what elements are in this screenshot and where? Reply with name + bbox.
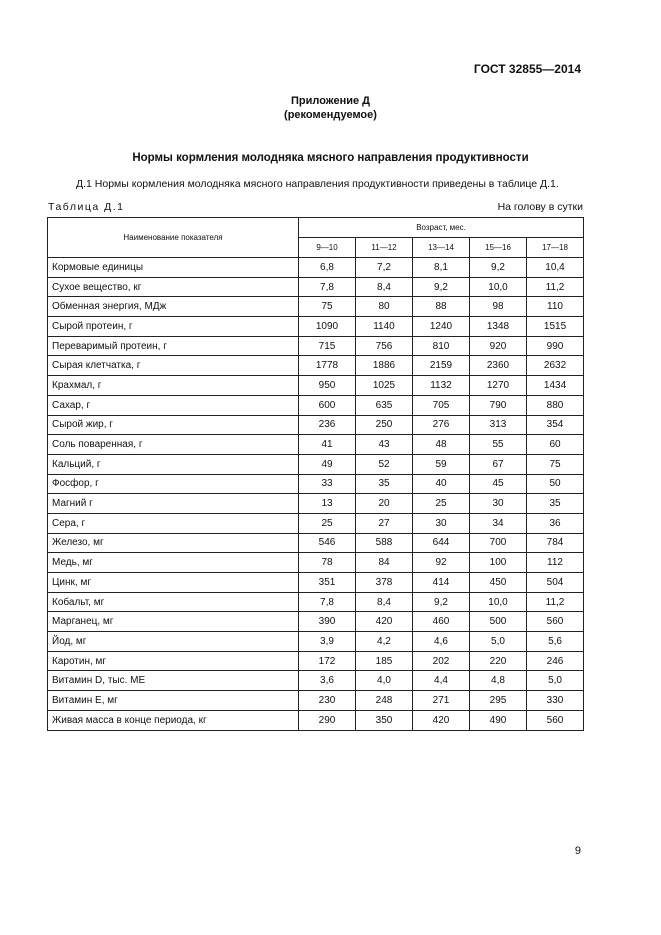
value-cell: 11,2 xyxy=(527,592,584,612)
table-row xyxy=(48,297,584,317)
value-cell: 43 xyxy=(356,435,413,455)
value-cell: 25 xyxy=(299,513,356,533)
value-cell: 290 xyxy=(299,710,356,730)
value-cell: 75 xyxy=(527,454,584,474)
table-row xyxy=(48,573,584,593)
value-cell: 4,2 xyxy=(356,632,413,652)
value-cell: 1132 xyxy=(413,376,470,396)
standard-number: ГОСТ 32855—2014 xyxy=(473,62,581,76)
value-cell: 250 xyxy=(356,415,413,435)
value-cell: 230 xyxy=(299,691,356,711)
value-cell: 246 xyxy=(527,651,584,671)
value-cell: 390 xyxy=(299,612,356,632)
table-row xyxy=(48,494,584,514)
value-cell: 414 xyxy=(413,573,470,593)
value-cell: 700 xyxy=(470,533,527,553)
value-cell: 34 xyxy=(470,513,527,533)
value-cell: 25 xyxy=(413,494,470,514)
value-cell: 8,4 xyxy=(356,592,413,612)
value-cell: 420 xyxy=(413,710,470,730)
value-cell: 790 xyxy=(470,395,527,415)
value-cell: 560 xyxy=(527,612,584,632)
value-cell: 1515 xyxy=(527,317,584,337)
value-cell: 1886 xyxy=(356,356,413,376)
value-cell: 36 xyxy=(527,513,584,533)
indicator-name-cell: Каротин, мг xyxy=(48,651,299,671)
value-cell: 48 xyxy=(413,435,470,455)
value-cell: 8,1 xyxy=(413,258,470,278)
value-cell: 350 xyxy=(356,710,413,730)
table-row xyxy=(48,258,584,278)
value-cell: 60 xyxy=(527,435,584,455)
table-row xyxy=(48,415,584,435)
appendix-block xyxy=(0,94,661,122)
value-cell: 220 xyxy=(470,651,527,671)
value-cell: 920 xyxy=(470,336,527,356)
value-cell: 560 xyxy=(527,710,584,730)
value-cell: 3,9 xyxy=(299,632,356,652)
indicator-name-cell: Сухое вещество, кг xyxy=(48,277,299,297)
table-row xyxy=(48,336,584,356)
value-cell: 30 xyxy=(413,513,470,533)
table-row xyxy=(48,317,584,337)
indicator-name-cell: Сырой жир, г xyxy=(48,415,299,435)
value-cell: 80 xyxy=(356,297,413,317)
table-row xyxy=(48,395,584,415)
value-cell: 705 xyxy=(413,395,470,415)
value-cell: 78 xyxy=(299,553,356,573)
value-cell: 1434 xyxy=(527,376,584,396)
age-group-header: 9—10 xyxy=(299,238,356,258)
value-cell: 110 xyxy=(527,297,584,317)
value-cell: 5,0 xyxy=(527,671,584,691)
value-cell: 810 xyxy=(413,336,470,356)
page-number: 9 xyxy=(574,845,581,857)
age-group-header: 15—16 xyxy=(470,238,527,258)
value-cell: 784 xyxy=(527,533,584,553)
value-cell: 5,0 xyxy=(470,632,527,652)
indicator-name-cell: Кормовые единицы xyxy=(48,258,299,278)
value-cell: 11,2 xyxy=(527,277,584,297)
indicator-name-cell: Железо, мг xyxy=(48,533,299,553)
value-cell: 504 xyxy=(527,573,584,593)
value-cell: 276 xyxy=(413,415,470,435)
value-cell: 715 xyxy=(299,336,356,356)
value-cell: 460 xyxy=(413,612,470,632)
table-row xyxy=(48,376,584,396)
value-cell: 4,0 xyxy=(356,671,413,691)
indicator-name-cell: Сахар, г xyxy=(48,395,299,415)
value-cell: 202 xyxy=(413,651,470,671)
appendix-subtitle: (рекомендуемое) xyxy=(284,109,377,121)
table-caption: Таблица Д.1 xyxy=(48,201,125,213)
indicator-name-cell: Йод, мг xyxy=(48,632,299,652)
value-cell: 185 xyxy=(356,651,413,671)
value-cell: 27 xyxy=(356,513,413,533)
value-cell: 236 xyxy=(299,415,356,435)
table-row xyxy=(48,632,584,652)
value-cell: 59 xyxy=(413,454,470,474)
indicator-name-cell: Соль поваренная, г xyxy=(48,435,299,455)
table-unit-note: На голову в сутки xyxy=(497,201,583,213)
value-cell: 7,8 xyxy=(299,277,356,297)
value-cell: 1090 xyxy=(299,317,356,337)
table-row xyxy=(48,710,584,730)
value-cell: 378 xyxy=(356,573,413,593)
value-cell: 2159 xyxy=(413,356,470,376)
indicator-name-cell: Фосфор, г xyxy=(48,474,299,494)
indicator-name-cell: Витамин D, тыс. МЕ xyxy=(48,671,299,691)
value-cell: 9,2 xyxy=(413,592,470,612)
table-row xyxy=(48,435,584,455)
value-cell: 5,6 xyxy=(527,632,584,652)
value-cell: 40 xyxy=(413,474,470,494)
value-cell: 100 xyxy=(470,553,527,573)
value-cell: 98 xyxy=(470,297,527,317)
value-cell: 41 xyxy=(299,435,356,455)
indicator-name-cell: Сера, г xyxy=(48,513,299,533)
age-group-header: 11—12 xyxy=(356,238,413,258)
value-cell: 635 xyxy=(356,395,413,415)
value-cell: 1778 xyxy=(299,356,356,376)
value-cell: 490 xyxy=(470,710,527,730)
table-row xyxy=(48,691,584,711)
value-cell: 45 xyxy=(470,474,527,494)
value-cell: 420 xyxy=(356,612,413,632)
value-cell: 600 xyxy=(299,395,356,415)
indicator-name-cell: Кобальт, мг xyxy=(48,592,299,612)
value-cell: 880 xyxy=(527,395,584,415)
indicator-name-cell: Сырая клетчатка, г xyxy=(48,356,299,376)
value-cell: 33 xyxy=(299,474,356,494)
table-row xyxy=(48,553,584,573)
table-row xyxy=(48,651,584,671)
table-row xyxy=(48,671,584,691)
value-cell: 13 xyxy=(299,494,356,514)
value-cell: 1140 xyxy=(356,317,413,337)
value-cell: 172 xyxy=(299,651,356,671)
value-cell: 271 xyxy=(413,691,470,711)
indicator-name-cell: Цинк, мг xyxy=(48,573,299,593)
value-cell: 10,4 xyxy=(527,258,584,278)
value-cell: 2360 xyxy=(470,356,527,376)
indicator-name-cell: Переваримый протеин, г xyxy=(48,336,299,356)
value-cell: 30 xyxy=(470,494,527,514)
indicator-name-cell: Витамин Е, мг xyxy=(48,691,299,711)
value-cell: 1025 xyxy=(356,376,413,396)
value-cell: 546 xyxy=(299,533,356,553)
value-cell: 9,2 xyxy=(413,277,470,297)
value-cell: 4,8 xyxy=(470,671,527,691)
intro-paragraph: Д.1 Нормы кормления молодняка мясного направления продуктивности приведены в таблице Д.1. xyxy=(76,178,559,190)
value-cell: 52 xyxy=(356,454,413,474)
table-row xyxy=(48,592,584,612)
value-cell: 756 xyxy=(356,336,413,356)
table-row xyxy=(48,513,584,533)
value-cell: 10,0 xyxy=(470,592,527,612)
indicator-name-cell: Медь, мг xyxy=(48,553,299,573)
appendix-title: Приложение Д xyxy=(291,95,370,107)
table-row xyxy=(48,356,584,376)
value-cell: 351 xyxy=(299,573,356,593)
value-cell: 35 xyxy=(356,474,413,494)
value-cell: 1348 xyxy=(470,317,527,337)
value-cell: 92 xyxy=(413,553,470,573)
table-row xyxy=(48,612,584,632)
value-cell: 112 xyxy=(527,553,584,573)
value-cell: 450 xyxy=(470,573,527,593)
name-column-header: Наименование показателя xyxy=(48,218,299,258)
value-cell: 7,8 xyxy=(299,592,356,612)
indicator-name-cell: Магний г xyxy=(48,494,299,514)
value-cell: 75 xyxy=(299,297,356,317)
indicator-name-cell: Кальций, г xyxy=(48,454,299,474)
value-cell: 500 xyxy=(470,612,527,632)
value-cell: 35 xyxy=(527,494,584,514)
value-cell: 4,4 xyxy=(413,671,470,691)
value-cell: 8,4 xyxy=(356,277,413,297)
value-cell: 4,6 xyxy=(413,632,470,652)
value-cell: 10,0 xyxy=(470,277,527,297)
value-cell: 1240 xyxy=(413,317,470,337)
value-cell: 67 xyxy=(470,454,527,474)
value-cell: 950 xyxy=(299,376,356,396)
value-cell: 88 xyxy=(413,297,470,317)
value-cell: 588 xyxy=(356,533,413,553)
age-group-header: 17—18 xyxy=(527,238,584,258)
indicator-name-cell: Живая масса в конце периода, кг xyxy=(48,710,299,730)
value-cell: 2632 xyxy=(527,356,584,376)
value-cell: 49 xyxy=(299,454,356,474)
feeding-norms-table xyxy=(47,217,584,731)
age-group-header: 13—14 xyxy=(413,238,470,258)
table-row xyxy=(48,474,584,494)
value-cell: 295 xyxy=(470,691,527,711)
indicator-name-cell: Крахмал, г xyxy=(48,376,299,396)
value-cell: 990 xyxy=(527,336,584,356)
indicator-name-cell: Марганец, мг xyxy=(48,612,299,632)
value-cell: 84 xyxy=(356,553,413,573)
value-cell: 20 xyxy=(356,494,413,514)
value-cell: 6,8 xyxy=(299,258,356,278)
value-cell: 313 xyxy=(470,415,527,435)
indicator-name-cell: Обменная энергия, МДж xyxy=(48,297,299,317)
table-row xyxy=(48,277,584,297)
section-heading: Нормы кормления молодняка мясного направления продуктивности xyxy=(132,152,529,164)
indicator-name-cell: Сырой протеин, г xyxy=(48,317,299,337)
table-row xyxy=(48,533,584,553)
value-cell: 330 xyxy=(527,691,584,711)
value-cell: 248 xyxy=(356,691,413,711)
value-cell: 9,2 xyxy=(470,258,527,278)
value-cell: 7,2 xyxy=(356,258,413,278)
table-body xyxy=(48,258,584,731)
value-cell: 354 xyxy=(527,415,584,435)
value-cell: 1270 xyxy=(470,376,527,396)
table-row xyxy=(48,454,584,474)
value-cell: 55 xyxy=(470,435,527,455)
value-cell: 50 xyxy=(527,474,584,494)
value-cell: 644 xyxy=(413,533,470,553)
value-cell: 3,6 xyxy=(299,671,356,691)
age-column-header: Возраст, мес. xyxy=(299,218,584,238)
